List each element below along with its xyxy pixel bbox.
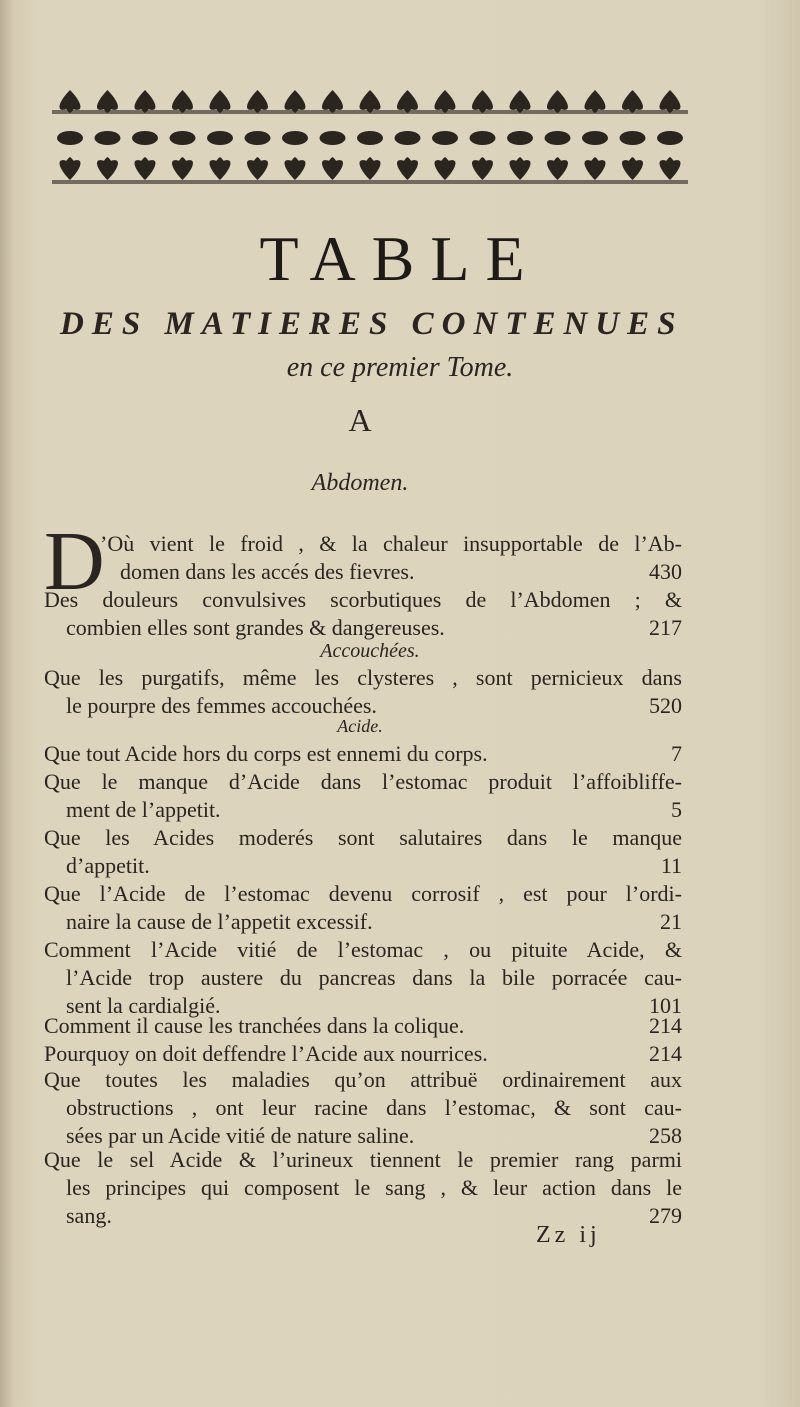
page-number: 5 [671,797,682,822]
toc-entry [44,1040,682,1068]
fleuron-link-icon [132,131,158,145]
page-number: 217 [649,615,682,640]
fleuron-icon [360,157,381,180]
entry-line: naire la cause de l’appetit excessif. [66,909,373,934]
fleuron-link-icon [245,131,271,145]
fleuron-icon [660,157,681,180]
fleuron-link-icon [207,131,233,145]
fleuron-icon [97,90,118,113]
drop-cap: D [44,515,105,608]
toc-entry [44,740,682,768]
entry-line: sées par un Acide vitié de nature saline. [66,1123,415,1148]
fleuron-link-icon [282,131,308,145]
entry-line: Que le sel Acide & l’urineux tiennent le premier rang parmi [44,1147,682,1172]
fleuron-icon [285,90,306,113]
fleuron-icon [60,157,81,180]
fleuron-link-icon [507,131,533,145]
entry-line: l’Acide trop austere du pancreas dans la bile porracée cau- [66,965,682,990]
entry-line: Que toutes les maladies qu’on attribuë ordinairement aux [44,1067,682,1092]
toc-entry [44,824,682,880]
fleuron-icon [435,90,456,113]
page-number: 101 [649,993,682,1018]
fleuron-link-icon [620,131,646,145]
fleuron-icon [547,90,568,113]
fleuron-icon [547,157,568,180]
heading-abdomen: Abdomen. [311,470,409,496]
entry-line: Que tout Acide hors du corps est ennemi du corps. [44,741,488,766]
entry-line: d’appetit. [66,853,150,878]
entry-line: Que le manque d’Acide dans l’estomac produit l’affoibliffe- [44,769,682,794]
fleuron-icon [472,90,493,113]
fleuron-icon [397,90,418,113]
fleuron-link-icon [320,131,346,145]
entry-line: Comment il cause les tranchées dans la colique. [44,1013,465,1038]
fleuron-icon [247,90,268,113]
fleuron-icon [210,90,231,113]
fleuron-icon [360,90,381,113]
entry-line: Que les Acides moderés sont salutaires dans le manque [44,825,682,850]
entry-line: sent la cardialgié. [66,993,221,1018]
page-number: 21 [660,909,682,934]
toc-entry [44,1146,682,1230]
fleuron-link-icon [95,131,121,145]
fleuron-link-icon [170,131,196,145]
toc-entry [100,530,682,586]
page-title: TABLE [259,223,541,294]
fleuron-icon [210,157,231,180]
fleuron-icon [285,157,306,180]
fleuron-ornament-band [52,88,688,198]
fleuron-icon [510,90,531,113]
page-number: 279 [649,1203,682,1228]
page-number: 214 [649,1013,682,1038]
fleuron-icon [622,157,643,180]
fleuron-icon [97,157,118,180]
entry-line: ’Où vient le froid , & la chaleur insupportable de l’Ab- [100,531,682,556]
fleuron-icon [322,90,343,113]
fleuron-icon [585,90,606,113]
fleuron-link-icon [57,131,83,145]
page-subtitle: DES MATIERES CONTENUES [60,306,684,342]
fleuron-icon [435,157,456,180]
fleuron-link-icon [470,131,496,145]
fleuron-icon [247,157,268,180]
page-number: 214 [649,1041,682,1066]
fleuron-icon [622,90,643,113]
page-number: 7 [671,741,682,766]
entry-line: domen dans les accés des fievres. [120,559,415,584]
entry-line: le pourpre des femmes accouchées. [66,693,377,718]
fleuron-link-icon [582,131,608,145]
heading-accouchees: Accouchées. [320,640,420,662]
fleuron-icon [135,90,156,113]
fleuron-icon [172,157,193,180]
entry-line: Comment l’Acide vitié de l’estomac , ou pituite Acide, & [44,937,682,962]
fleuron-link-icon [395,131,421,145]
fleuron-icon [172,90,193,113]
fleuron-icon [135,157,156,180]
entry-line: ment de l’appetit. [66,797,221,822]
entry-line: Pourquoy on doit deffendre l’Acide aux nourrices. [44,1041,488,1066]
page-number: 430 [649,559,682,584]
fleuron-icon [60,90,81,113]
page-subtitle-volume: en ce premier Tome. [286,352,514,383]
page-number: 520 [649,693,682,718]
fleuron-icon [322,157,343,180]
toc-entry [44,1012,682,1040]
toc-entry [44,936,682,1020]
entry-line: Que l’Acide de l’estomac devenu corrosif , est pour l’ordi- [44,881,682,906]
fleuron-link-icon [357,131,383,145]
fleuron-icon [660,90,681,113]
page-number: 258 [649,1123,682,1148]
fleuron-icon [510,157,531,180]
entry-line: sang. [66,1203,112,1228]
entry-line: Que les purgatifs, même les clysteres , sont pernicieux dans [44,665,682,690]
fleuron-link-icon [432,131,458,145]
fleuron-icon [397,157,418,180]
signature-mark: Zz ij [536,1222,601,1248]
fleuron-icon [472,157,493,180]
entry-line: les principes qui composent le sang , & leur action dans le [66,1175,682,1200]
fleuron-link-icon [545,131,571,145]
toc-entry [44,1066,682,1150]
toc-entry [44,880,682,936]
page-number: 11 [660,853,682,878]
heading-acide: Acide. [337,716,383,736]
fleuron-icon [585,157,606,180]
toc-entry [44,768,682,824]
toc-entry [44,664,682,720]
entry-line: Des douleurs convulsives scorbutiques de l’Abdomen ; & [44,587,682,612]
section-letter: A [348,402,372,438]
toc-entry [44,586,682,642]
entry-line: obstructions , ont leur racine dans l’estomac, & sont cau- [66,1095,682,1120]
fleuron-link-icon [657,131,683,145]
entry-line: combien elles sont grandes & dangereuses. [66,615,445,640]
